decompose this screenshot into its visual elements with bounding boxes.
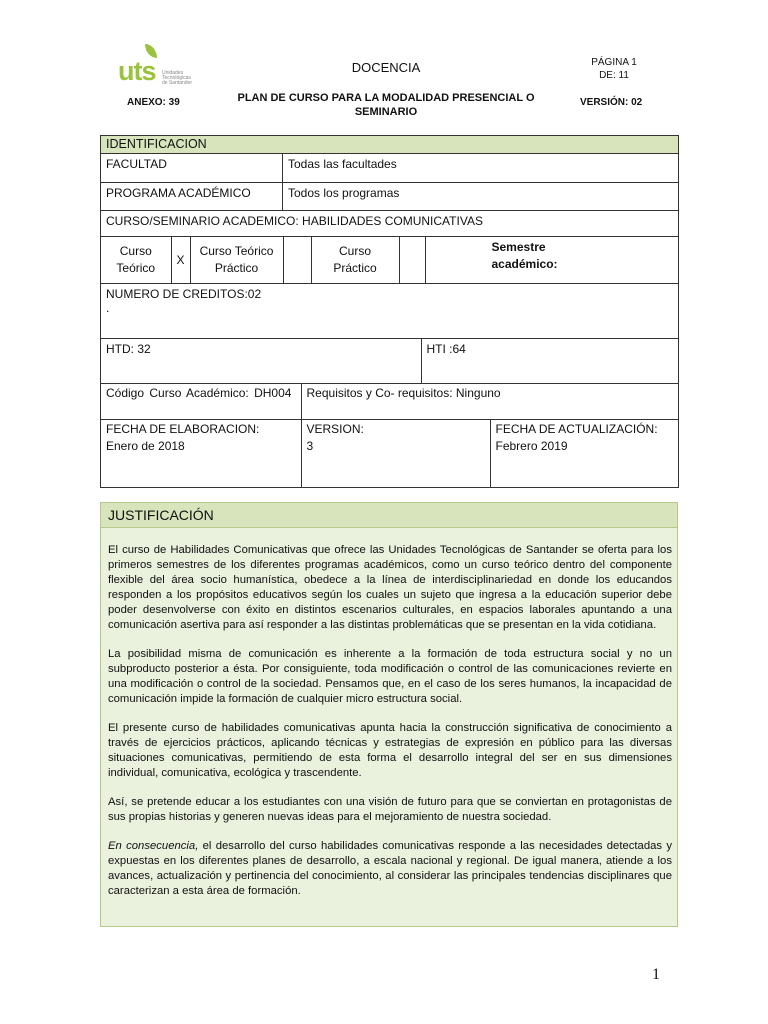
code-row — [101, 384, 679, 420]
type-theoretical-mark: X — [171, 237, 190, 283]
faculty-label: FACULTAD — [101, 154, 283, 183]
annex-number: ANEXO: 39 — [127, 97, 180, 108]
page-indicator — [586, 56, 642, 82]
logo-subtext: Unidades Tecnológicas de Santander — [162, 70, 193, 86]
page-number: 1 — [652, 966, 660, 983]
credits-extra: . — [106, 301, 110, 315]
course-name: CURSO/SEMINARIO ACADEMICO: HABILIDADES COMUNICATIVAS — [101, 211, 679, 237]
justification-italic-lead: En consecuencia, — [108, 840, 199, 852]
update-value: Febrero 2019 — [495, 439, 568, 453]
document-title: PLAN DE CURSO PARA LA MODALIDAD PRESENCIAL O SEMINARIO — [237, 92, 535, 118]
elaboration-value: Enero de 2018 — [106, 439, 185, 453]
version-field-label: VERSION: — [306, 422, 364, 436]
elaboration-date — [101, 420, 301, 487]
justification-paragraph-5 — [108, 839, 672, 899]
credits-value: NUMERO DE CREDITOS:02 — [106, 287, 262, 301]
justification-body — [108, 543, 672, 913]
program-value: Todos los programas — [283, 183, 679, 211]
hours-row — [101, 339, 679, 384]
justification-paragraph-1: El curso de Habilidades Comunicativas que ofrece las Unidades Tecnológicas de Santander se oferta para los primeros semestres de los diferentes programas académicos, como un curso teórico dentro del componente flexible del área socio humanística, obedece a la línea de interdisciplinariedad en donde los educandos responden a los propósitos educativos según los cuales un sujeto que ingresa a la educación superior debe poder desenvolverse con éxito en distintos escenarios culturales, en espacios laborales apuntando a una comunicación asertiva para así responder a las distintas problemáticas que se presentan en la vida cotidiana. — [108, 544, 672, 631]
version-cell — [301, 420, 490, 487]
page-label: PÁGINA 1 — [591, 57, 637, 68]
identification-table — [100, 135, 679, 488]
course-code: Código Curso Académico: DH004 — [101, 384, 301, 419]
type-theoretical: Curso Teórico — [101, 237, 171, 283]
requirements: Requisitos y Co- requisitos: Ninguno — [301, 384, 678, 419]
type-theoretical-practical-mark — [283, 237, 311, 283]
identification-header: IDENTIFICACION — [101, 136, 679, 154]
type-theoretical-practical: Curso Teórico Práctico — [190, 237, 283, 283]
justification-paragraph-5-text: el desarrollo del curso habilidades comunicativas responde a las necesidades detectadas y expuestas en los diferentes planes de desarrollo, a escala nacional y regional. De igual manera, atiende a los avances, actualización y pertinencia del conocimiento, al considerar las principales tendencias disciplinares que caracterizan a esta área de formación. — [108, 840, 672, 897]
elaboration-label: FECHA DE ELABORACION: — [106, 422, 260, 436]
dates-row — [101, 420, 679, 488]
justification-paragraph-4: Así, se pretende educar a los estudiantes con una visión de futuro para que se conviertan en protagonistas de sus propias historias y generen nuevas ideas para el mejoramiento de nuestra sociedad. — [108, 796, 672, 823]
uts-logo — [118, 44, 192, 94]
justification-header — [101, 503, 677, 528]
course-type-row — [101, 237, 679, 284]
justification-section — [100, 502, 678, 927]
update-label: FECHA DE ACTUALIZACIÓN: — [495, 422, 658, 436]
department-title: DOCENCIA — [351, 60, 421, 75]
hti-value: HTI :64 — [421, 339, 678, 383]
page-total: DE: 11 — [599, 70, 629, 81]
justification-paragraph-2: La posibilidad misma de comunicación es inherente a la formación de toda estructura social y no un subproducto posterior a ésta. Por consiguiente, toda modificación o control de las comunicaciones revierte en una modificación o control de la sociedad. Pensamos que, en el caso de los seres humanos, la incapacidad de comunicación impide la formación de cualquier micro estructura social. — [108, 648, 672, 705]
type-practical-mark — [399, 237, 425, 283]
credits — [101, 284, 679, 339]
type-practical: Curso Práctico — [311, 237, 399, 283]
faculty-value: Todas las facultades — [283, 154, 679, 183]
justification-title: JUSTIFICACIÓN — [108, 507, 214, 523]
version-label: VERSIÓN: 02 — [580, 97, 643, 108]
program-label: PROGRAMA ACADÉMICO — [101, 183, 283, 211]
htd-value: HTD: 32 — [101, 339, 421, 383]
justification-paragraph-3: El presente curso de habilidades comunicativas apunta hacia la construcción significativa de conocimiento a través de ejercicios prácticos, aplicando técnicas y estrategias de expresión en público para las diversas situaciones comunicativas, permitiendo de esta forma el desarrollo integral del ser en sus dimensiones individual, comunicativa, ecológica y trascendente. — [108, 722, 672, 779]
update-date — [490, 420, 678, 487]
semester-label: Semestre académico: — [425, 237, 678, 283]
logo-text: uts — [118, 56, 156, 86]
version-field-value: 3 — [306, 439, 314, 453]
